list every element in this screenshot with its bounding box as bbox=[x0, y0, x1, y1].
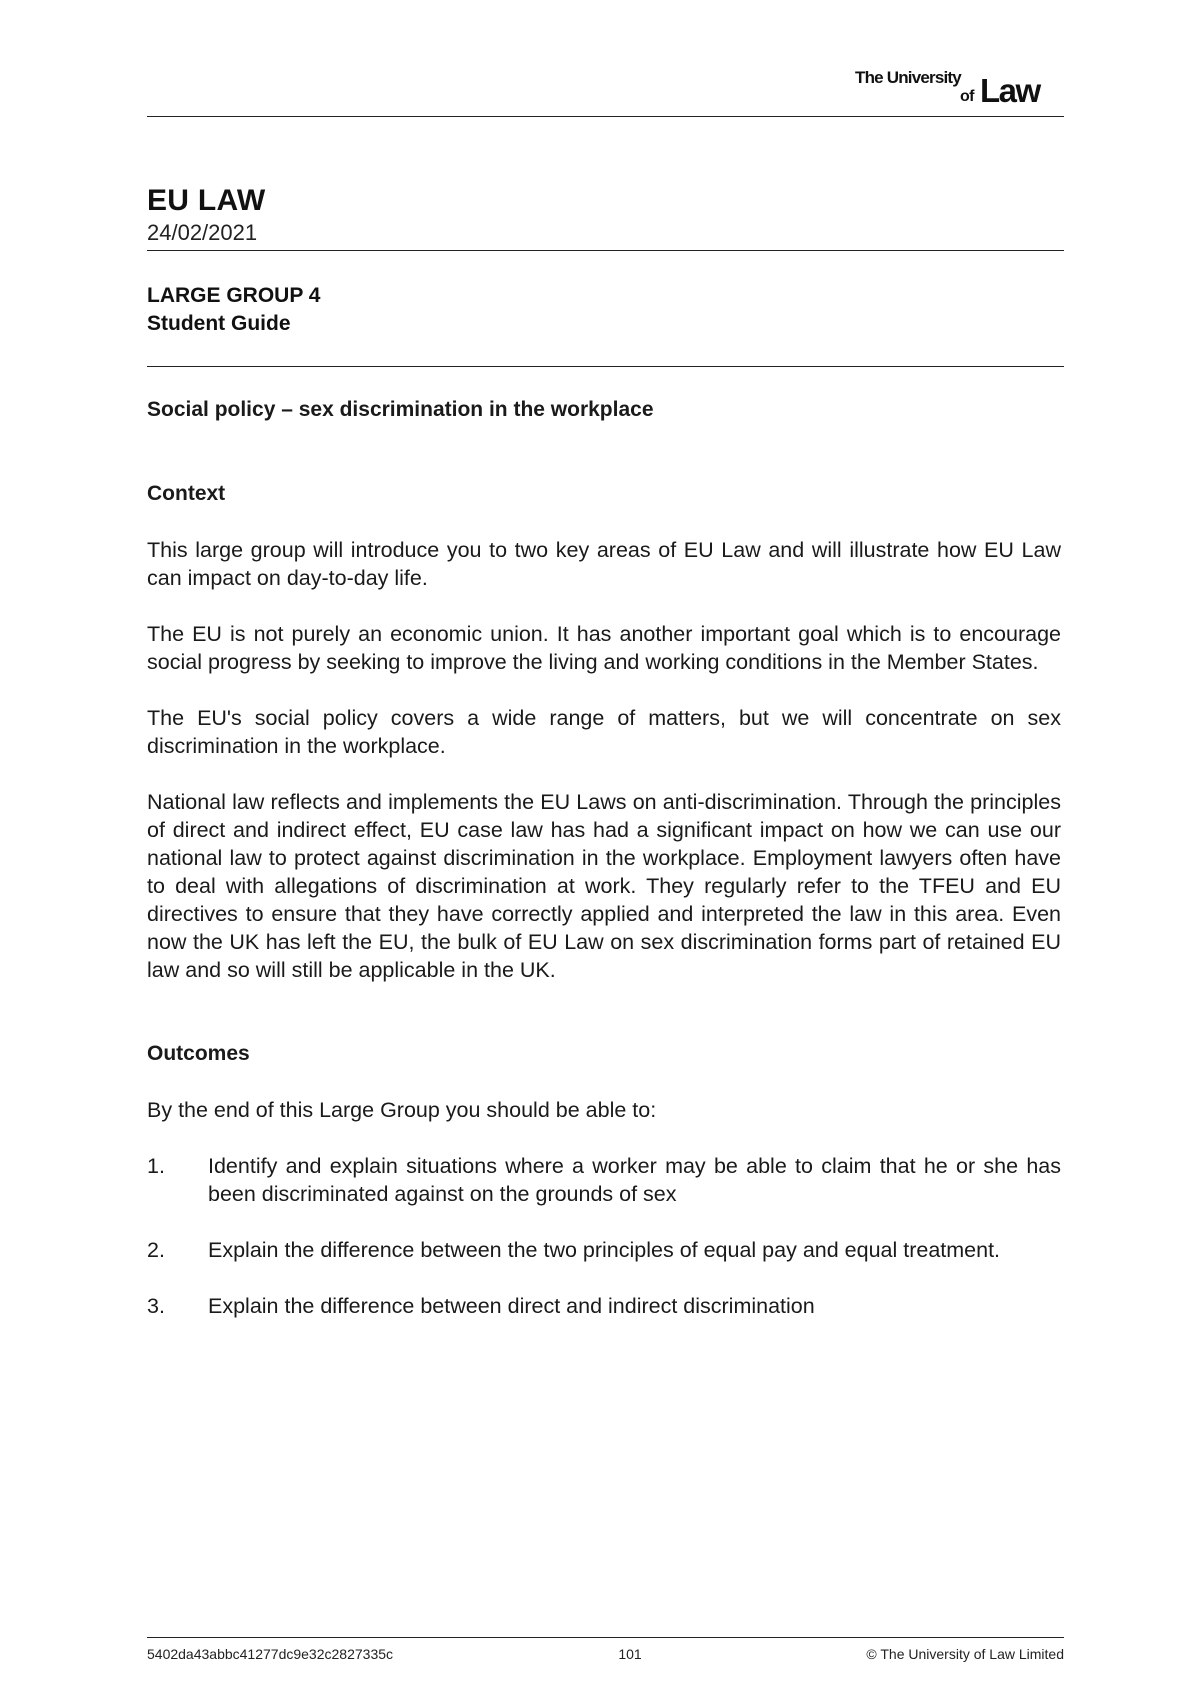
context-paragraph: This large group will introduce you to two key areas of EU Law and will illustrate how EU Law can impact on day-to-day life. bbox=[147, 538, 1061, 590]
outcomes-heading: Outcomes bbox=[147, 1042, 250, 1065]
title-divider bbox=[147, 250, 1064, 251]
logo-line2-small: of bbox=[960, 88, 974, 105]
context-paragraph: The EU's social policy covers a wide range of matters, but we will concentrate on sex discrimination in the workplace. bbox=[147, 706, 1061, 758]
header-divider bbox=[147, 116, 1064, 117]
logo-line1: The University bbox=[855, 68, 961, 87]
outcome-number: 2. bbox=[147, 1238, 165, 1262]
page-number: 101 bbox=[618, 1646, 642, 1662]
copyright-notice: © The University of Law Limited bbox=[866, 1646, 1064, 1662]
university-logo bbox=[855, 66, 1065, 108]
context-paragraph: National law reflects and implements the EU Laws on anti-discrimination. Through the principles of direct and indirect effect, EU case law has had a significant impact on how we can use our national law to protect against discrimination in the workplace. Employment lawyers often have to deal with allegations of discrimination at work. They regularly refer to the TFEU and EU directives to ensure that they have correctly applied and interpreted the law in this area. Even now the UK has left the EU, the bulk of EU Law on sex discrimination forms part of retained EU law and so will still be applicable in the UK. bbox=[147, 790, 1061, 982]
outcome-item bbox=[147, 1152, 1061, 1208]
logo-line2-large: Law bbox=[980, 72, 1040, 108]
document-code: 5402da43abbc41277dc9e32c2827335c bbox=[147, 1646, 394, 1662]
outcome-number: 1. bbox=[147, 1154, 165, 1178]
outcomes-intro: By the end of this Large Group you should be able to: bbox=[147, 1098, 657, 1122]
outcome-text: Explain the difference between direct and indirect discrimination bbox=[208, 1294, 815, 1318]
outcome-item bbox=[147, 1292, 1061, 1320]
outcome-text: Identify and explain situations where a worker may be able to claim that he or she has been discriminated against on the grounds of sex bbox=[208, 1154, 1061, 1206]
outcomes-list bbox=[147, 1152, 1061, 1320]
outcome-number: 3. bbox=[147, 1294, 165, 1318]
guide-divider bbox=[147, 366, 1064, 367]
context-heading: Context bbox=[147, 482, 226, 505]
topic-heading: Social policy – sex discrimination in the workplace bbox=[147, 398, 654, 421]
outcome-item bbox=[147, 1236, 1061, 1264]
guide-label: Student Guide bbox=[147, 312, 291, 335]
group-label: LARGE GROUP 4 bbox=[147, 284, 321, 307]
session-date: 24/02/2021 bbox=[147, 220, 258, 245]
outcome-text: Explain the difference between the two principles of equal pay and equal treatment. bbox=[208, 1238, 1001, 1262]
document-body bbox=[147, 396, 1061, 1348]
logo-graphic bbox=[855, 66, 1065, 108]
footer-divider bbox=[147, 1637, 1064, 1638]
context-paragraph: The EU is not purely an economic union. It has another important goal which is to encourage social progress by seeking to improve the living and working conditions in the Member States. bbox=[147, 622, 1061, 674]
course-title: EU LAW bbox=[147, 184, 266, 217]
